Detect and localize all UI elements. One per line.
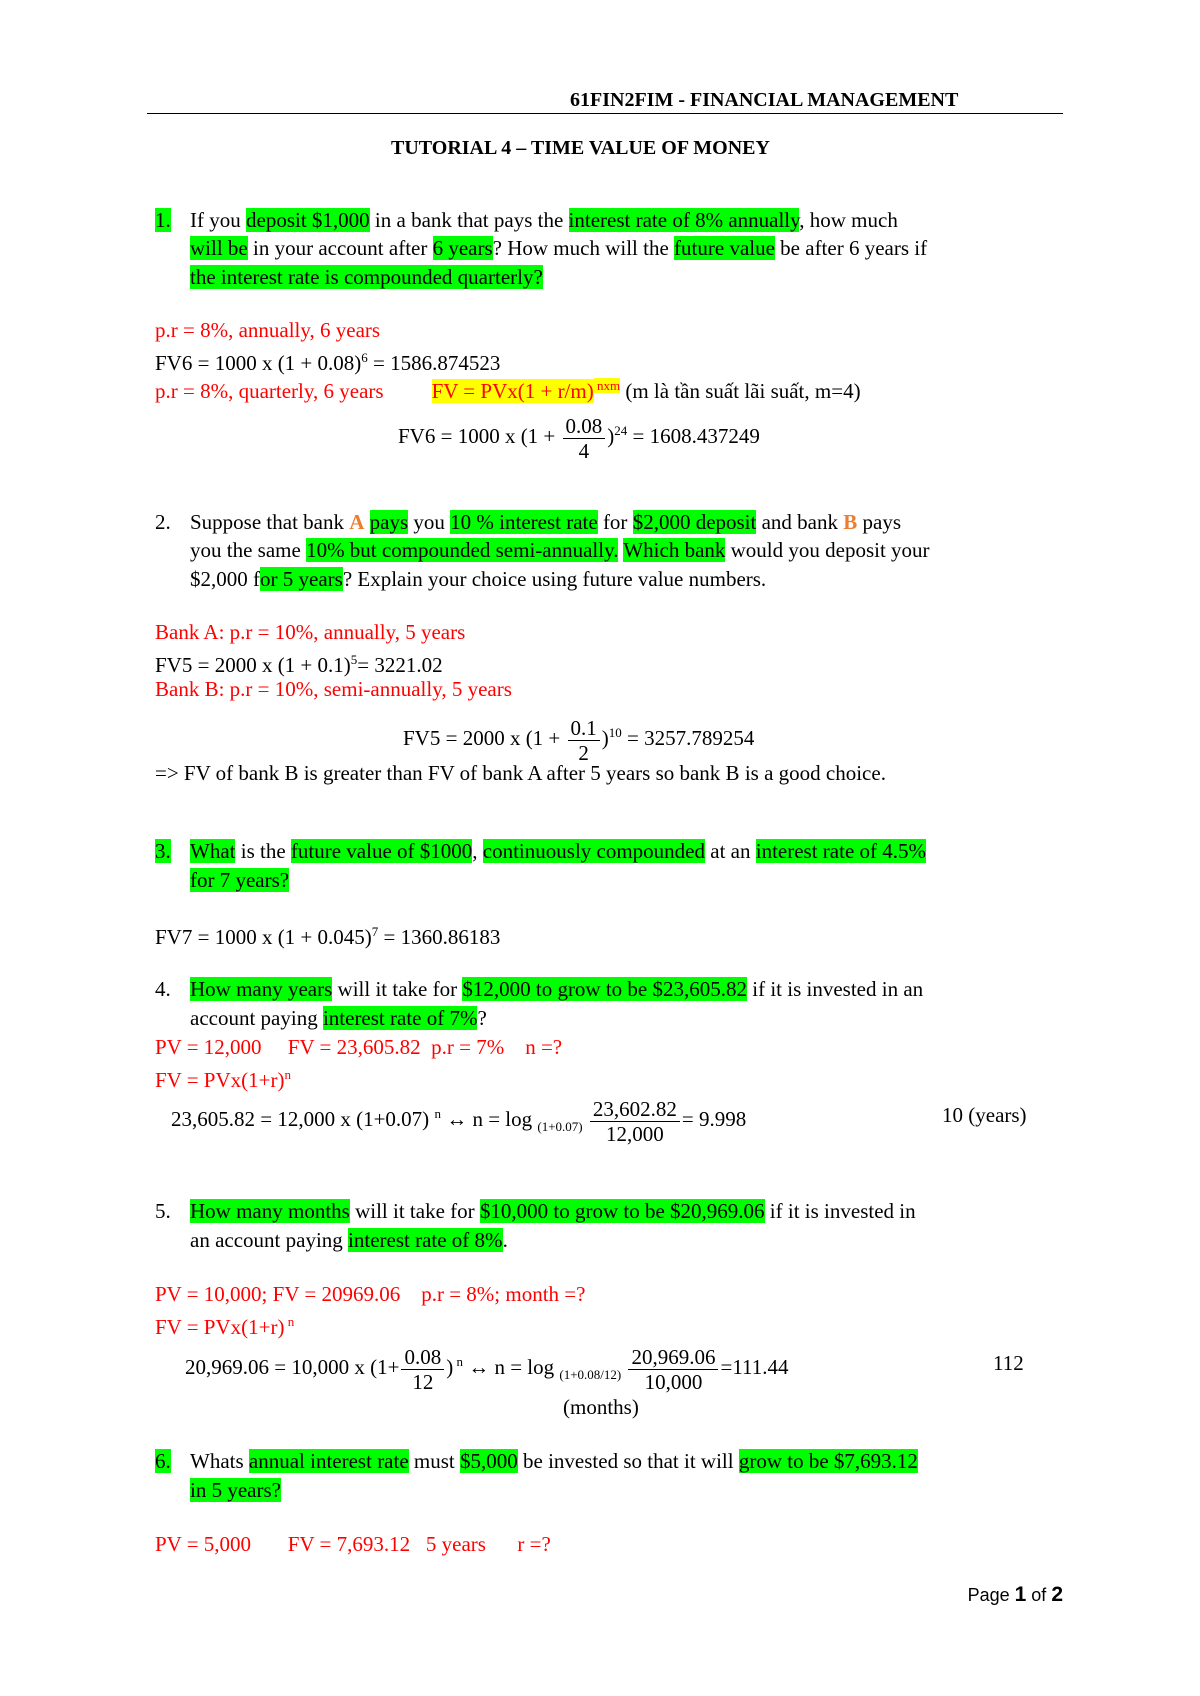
q1-sol-fv-quarterly: FV6 = 1000 x (1 + $\frac{0.08}{4}$ )$^{24}$ = 1608.437249 (398, 413, 760, 463)
course-header: 61FIN2FIM - FINANCIAL MANAGEMENT (570, 89, 959, 111)
q4-line2: account paying interest rate of 7%? (190, 1006, 487, 1030)
q3-line1: What is the future value of $1000, continuously compounded at an interest rate of 4.5% (190, 839, 927, 863)
q2-sol-fv-a: FV5 = 2000 x $(1 + 0.1)^5= 3221.02$ (155, 652, 443, 677)
q4-sol-equation: 23,605.82 = 12,000 x (1+0.07) $^n$ ↔ n = log $_{(1+0.07)}$ $\frac{23,602.82}{12,000}$ = 9.998 (171, 1096, 747, 1146)
q5-unit: (months) (563, 1395, 639, 1419)
q6-line2: in 5 years? (190, 1478, 281, 1502)
q4-answer: 10 (years) (942, 1103, 1027, 1127)
q5-answer: 112 (993, 1351, 1024, 1375)
q1-line2: will be in your account after 6 years? How much will the future value be after 6 years if (190, 236, 928, 260)
header-rule (147, 113, 1063, 114)
q1-sol-given1: p.r = 8%, annually, 6 years (155, 318, 381, 342)
q6-line1: Whats annual interest rate must $5,000 be invested so that it will grow to be $7,693.12 (190, 1449, 918, 1473)
q1-number (155, 206, 171, 234)
q5-sol-equation: 20,969.06 = 10,000 x (1+ $\frac{0.08}{12}$ ) $^n$ ↔ n = log $_{(1+0.08/12)}$ $\frac{20,969.06}{10,000}$ =111.44 (185, 1344, 789, 1394)
q1-line3: the interest rate is compounded quarterly? (190, 265, 543, 289)
q2-sol-bank-a: Bank A: p.r = 10%, annually, 5 years (155, 620, 466, 644)
q2-line3: $2,000 for 5 years? Explain your choice using future value numbers. (190, 567, 767, 591)
q4-line1: How many years will it take for $12,000 to grow to be $23,605.82 if it is invested in an (190, 977, 924, 1001)
q1-line1: If you deposit $1,000 in a bank that pays the interest rate of 8% annually, how much (190, 208, 898, 232)
q2-sol-fv-b: FV5 = 2000 x (1 + $\frac{0.1}{2}$ )$^{10}$ = 3257.789254 (403, 715, 755, 765)
q5-line2: an account paying interest rate of 8%. (190, 1228, 508, 1252)
q4-sol-formula: FV = $PVx(1+r)^n$ (155, 1067, 291, 1092)
q6-number: 6. (155, 1449, 171, 1473)
q4-sol-given: PV = 12,000 FV = 23,605.82 p.r = 7% n =? (155, 1035, 563, 1059)
q5-sol-given: PV = 10,000; FV = 20969.06 p.r = 8%; month =? (155, 1282, 586, 1306)
q5-number: 5. (155, 1199, 171, 1223)
q2-conclusion: => FV of bank B is greater than FV of bank A after 5 years so bank B is a good choice. (155, 761, 886, 785)
q3-sol-fv: FV7 = 1000 x $(1 + 0.045)^7 = 1360.86183$ (155, 924, 501, 949)
page-title: TUTORIAL 4 – TIME VALUE OF MONEY (391, 137, 770, 159)
q2-line1: Suppose that bank A pays you 10 % interest rate for $2,000 deposit and bank B pays (190, 510, 902, 534)
q2-line2: you the same 10% but compounded semi-annually. Which bank would you deposit your (190, 538, 930, 562)
q6-sol-given: PV = 5,000 FV = 7,693.12 5 years r =? (155, 1532, 551, 1556)
q1-sol-given2: p.r = 8%, quarterly, 6 years FV = PVx(1 + r/m) $^{nxm}$ (m là tần suất lãi suất, m=4) (155, 378, 861, 403)
q4-number: 4. (155, 977, 171, 1001)
q2-number: 2. (155, 510, 171, 534)
q1-sol-fv-annual: FV6 = 1000 x $(1 + 0.08)^6 = 1586.874523$ (155, 350, 501, 375)
q5-line1: How many months will it take for $10,000 to grow to be $20,969.06 if it is invested in (190, 1199, 916, 1223)
page-footer: Page 1 of 2 (967, 1583, 1063, 1606)
q3-line2: for 7 years? (190, 868, 290, 892)
q1-num: 1. (155, 208, 171, 232)
q5-sol-formula: FV = PVx(1+r) $^n$ (155, 1314, 295, 1339)
q2-sol-bank-b: Bank B: p.r = 10%, semi-annually, 5 years (155, 677, 512, 701)
q3-number: 3. (155, 839, 171, 863)
